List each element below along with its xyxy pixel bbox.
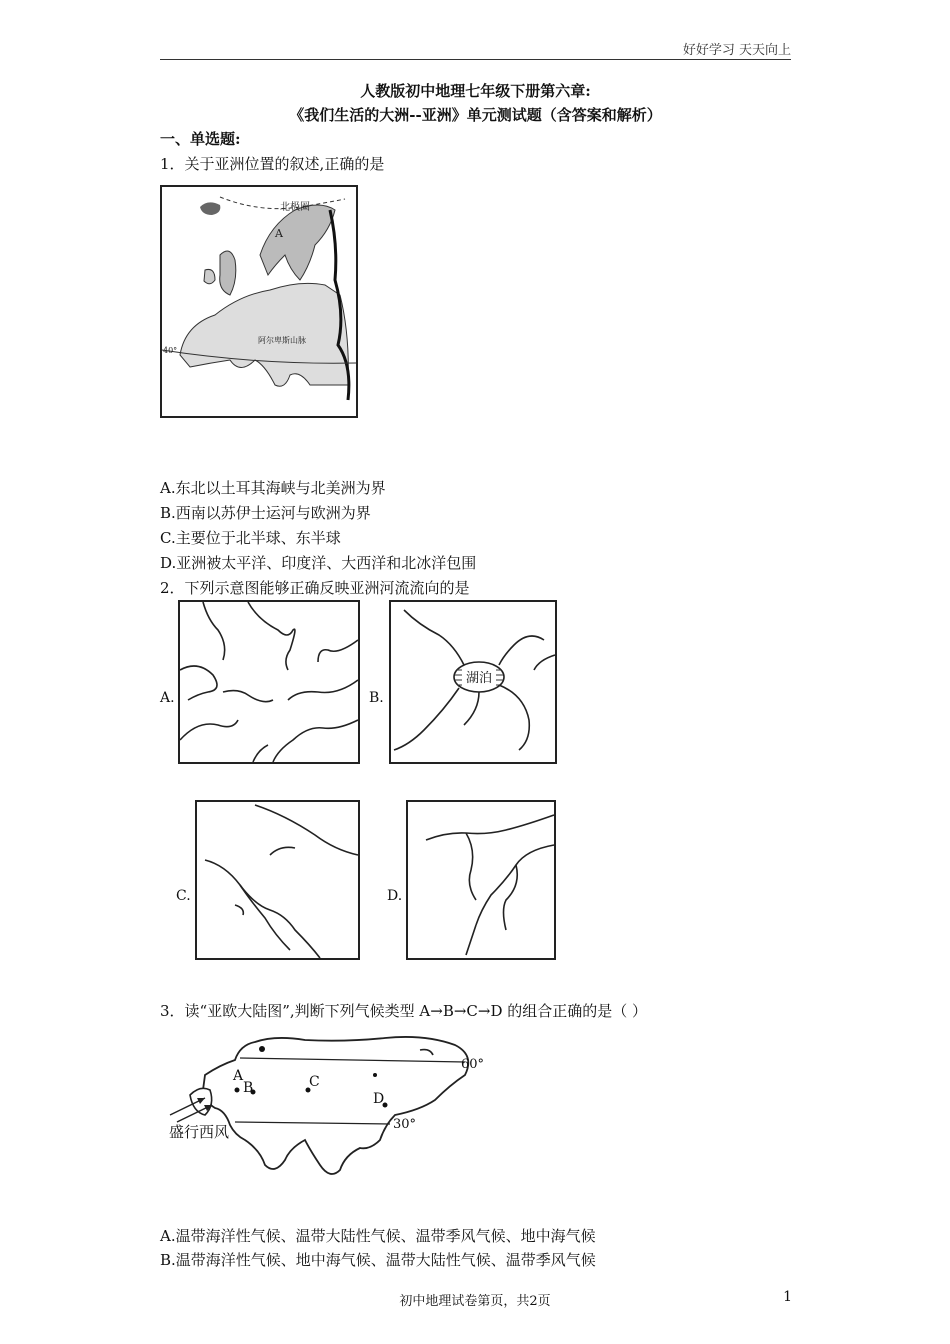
question-3-stem: 3．读“亚欧大陆图”,判断下列气候类型 A→B→C→D 的组合正确的是（ ） xyxy=(160,1002,648,1020)
question-1-stem: 1．关于亚洲位置的叙述,正确的是 xyxy=(160,155,385,173)
title-line-2: 《我们生活的大洲--亚洲》单元测试题（含答案和解析） xyxy=(289,106,662,124)
map-point-c: C xyxy=(309,1074,320,1090)
map-point-d: D xyxy=(373,1091,385,1107)
q2-river-map-d[interactable] xyxy=(406,800,556,960)
lake-label: 湖泊 xyxy=(465,671,493,686)
header-motto: 好好学习 天天向上 xyxy=(682,43,791,58)
page-footer: 初中地理试卷第页，共2页 xyxy=(399,1294,551,1309)
header-rule xyxy=(160,59,791,60)
q2-option-a-label[interactable]: A. xyxy=(160,690,175,706)
lat-30-label: 30° xyxy=(393,1117,417,1132)
q3-option-a[interactable]: A.温带海洋性气候、温带大陆性气候、温带季风气候、地中海气候 xyxy=(160,1227,596,1245)
map-point-b: B xyxy=(243,1080,254,1096)
q2-option-c-label[interactable]: C. xyxy=(176,888,191,904)
arctic-circle-label: 北极圈 xyxy=(280,202,310,213)
alps-label: 阿尔卑斯山脉 xyxy=(258,336,306,345)
q3-option-b[interactable]: B.温带海洋性气候、地中海气候、温带大陆性气候、温带季风气候 xyxy=(160,1251,596,1269)
section-heading: 一、单选题: xyxy=(160,130,241,148)
q2-river-map-c[interactable] xyxy=(195,800,360,960)
question-2-stem: 2．下列示意图能够正确反映亚洲河流流向的是 xyxy=(160,579,470,597)
lat-40-label: 40° xyxy=(163,346,178,355)
eurasia-map-figure xyxy=(165,1030,495,1190)
lat-60-label: 60° xyxy=(461,1057,485,1072)
page-number: 1 xyxy=(783,1289,792,1305)
q1-option-d[interactable]: D.亚洲被太平洋、印度洋、大西洋和北冰洋包围 xyxy=(160,554,477,572)
q2-option-d-label[interactable]: D. xyxy=(387,888,403,904)
q2-river-map-a[interactable] xyxy=(178,600,360,764)
title-line-1: 人教版初中地理七年级下册第六章: xyxy=(360,82,591,100)
q1-option-a[interactable]: A.东北以土耳其海峡与北美洲为界 xyxy=(160,479,386,497)
q2-river-map-b[interactable] xyxy=(389,600,557,764)
q1-option-b[interactable]: B.西南以苏伊士运河与欧洲为界 xyxy=(160,504,371,522)
q1-option-c[interactable]: C.主要位于北半球、东半球 xyxy=(160,529,341,547)
map-point-a-label: A xyxy=(275,227,283,240)
europe-map-figure xyxy=(160,185,358,418)
map-point-a: A xyxy=(233,1068,244,1084)
q2-option-b-label[interactable]: B. xyxy=(369,690,384,706)
westerlies-label: 盛行西风 xyxy=(169,1123,230,1141)
